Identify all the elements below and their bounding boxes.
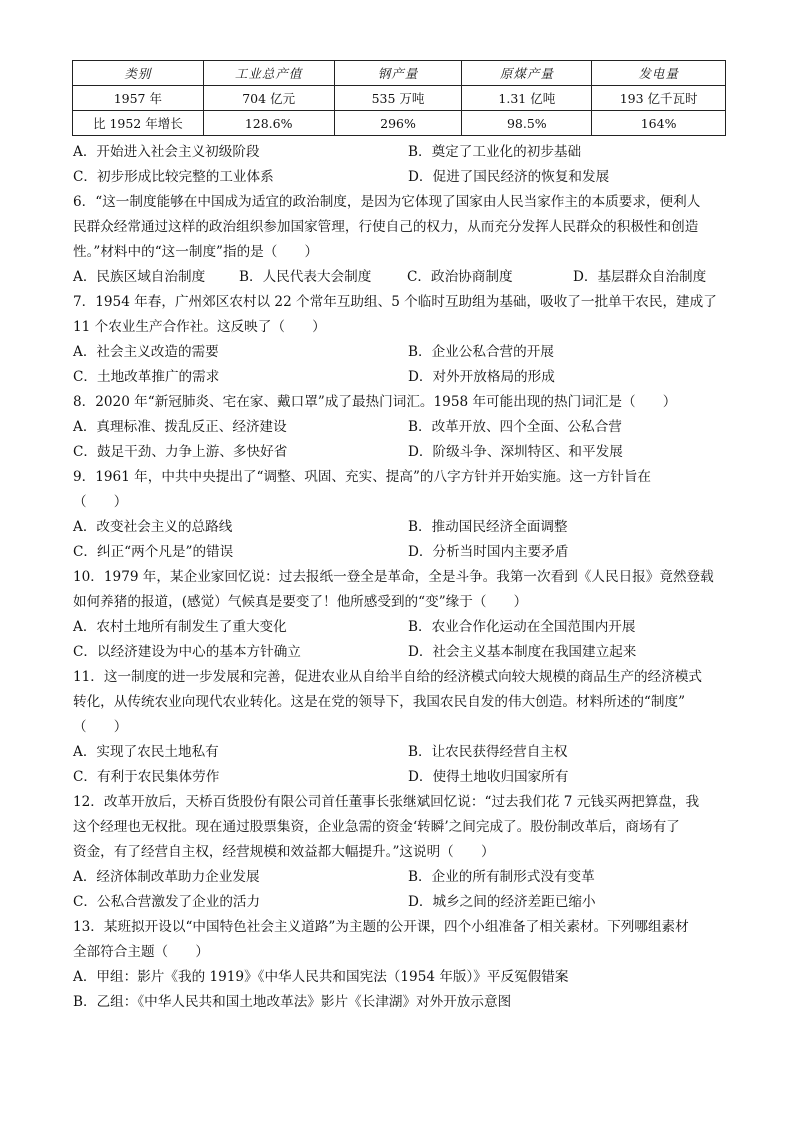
q9-option-d[interactable]: D．分析当时国内主要矛盾 — [408, 544, 569, 560]
table-header-cell: 类别 — [73, 61, 204, 86]
q12-option-b[interactable]: B．企业的所有制形式没有变革 — [408, 869, 595, 885]
table-row — [73, 86, 726, 111]
table-header-row — [73, 61, 726, 86]
table-cell: 296% — [334, 111, 462, 136]
q10-option-d[interactable]: D．社会主义基本制度在我国建立起来 — [408, 644, 637, 660]
q7-stem-line: 11 个农业生产合作社。这反映了（ ） — [73, 319, 326, 335]
q12-stem-line: 资金，有了经营自主权，经营规模和效益都大幅提升。”这说明（ ） — [73, 844, 495, 860]
q11-options-row — [73, 740, 725, 765]
q12-options-row — [73, 865, 725, 890]
q6-stem-line: 6．“这一制度能够在中国成为适宜的政治制度，是因为它体现了国家由人民当家作主的本质要求，便利人 — [73, 194, 701, 210]
q5-options-row — [73, 140, 725, 165]
q6-option-d[interactable]: D．基层群众自治制度 — [573, 269, 707, 285]
q12-stem-line: 这个经理也无权批。现在通过股票集资，企业急需的资金‘转瞬’之间完成了。股份制改革后，商场有了 — [73, 819, 680, 835]
industry-stats-table — [72, 60, 726, 136]
table-cell: 164% — [592, 111, 726, 136]
q12-options-row — [73, 890, 725, 915]
q13-option-a[interactable]: A．甲组：影片《我的 1919》《中华人民共和国宪法（1954 年版）》平反冤假错案 — [73, 969, 569, 985]
q5-options-row — [73, 165, 725, 190]
q11-stem-line: （ ） — [73, 719, 128, 735]
q6-stem-line: 性。”材料中的“这一制度”指的是（ ） — [73, 244, 319, 260]
q12-option-c[interactable]: C．公私合营激发了企业的活力 — [73, 894, 261, 910]
q6-option-a[interactable]: A．民族区域自治制度 — [73, 269, 206, 285]
q13-stem-line: 全部符合主题（ ） — [73, 944, 209, 960]
q6-option-c[interactable]: C．政治协商制度 — [407, 269, 513, 285]
q8-stem-line: 8．2020 年“新冠肺炎、宅在家、戴口罩”成了最热门词汇。1958 年可能出现的热门词汇是（ ） — [73, 394, 677, 410]
question-list — [73, 140, 725, 1015]
table-header-cell: 钢产量 — [334, 61, 462, 86]
table-cell: 比 1952 年增长 — [73, 111, 204, 136]
q5-option-a[interactable]: A．开始进入社会主义初级阶段 — [73, 144, 260, 160]
table-cell: 128.6% — [203, 111, 334, 136]
q11-option-d[interactable]: D．使得土地收归国家所有 — [408, 769, 569, 785]
table-cell: 98.5% — [462, 111, 592, 136]
table-cell: 535 万吨 — [334, 86, 462, 111]
q10-options-row — [73, 640, 725, 665]
q10-option-b[interactable]: B．农业合作化运动在全国范围内开展 — [408, 619, 636, 635]
q6-stem-line: 民群众经常通过这样的政治组织参加国家管理，行使自己的权力，从而充分发挥人民群众的积极性和创造 — [73, 219, 699, 235]
q11-option-b[interactable]: B．让农民获得经营自主权 — [408, 744, 568, 760]
q13-option-b[interactable]: B．乙组：《中华人民共和国土地改革法》影片《长津湖》对外开放示意图 — [73, 994, 512, 1010]
table-cell: 1957 年 — [73, 86, 204, 111]
q7-option-d[interactable]: D．对外开放格局的形成 — [408, 369, 555, 385]
q7-options-row — [73, 365, 725, 390]
table-header-cell: 工业总产值 — [203, 61, 334, 86]
q8-option-c[interactable]: C．鼓足干劲、力争上游、多快好省 — [73, 444, 288, 460]
q9-option-a[interactable]: A．改变社会主义的总路线 — [73, 519, 233, 535]
q7-options-row — [73, 340, 725, 365]
q10-stem-line: 10．1979 年，某企业家回忆说：过去报纸一登全是革命，全是斗争。我第一次看到《人民日报》竟然登载 — [73, 569, 714, 585]
q12-option-d[interactable]: D．城乡之间的经济差距已缩小 — [408, 894, 596, 910]
q8-options-row — [73, 440, 725, 465]
q7-option-c[interactable]: C．土地改革推广的需求 — [73, 369, 220, 385]
q10-option-a[interactable]: A．农村土地所有制发生了重大变化 — [73, 619, 287, 635]
q6-options-row — [73, 265, 725, 290]
q11-option-c[interactable]: C．有利于农民集体劳作 — [73, 769, 220, 785]
q10-stem-line: 如何养猪的报道，(感觉）气候真是要变了！他所感受到的“变”缘于（ ） — [73, 594, 528, 610]
q9-stem-line: 9．1961 年，中共中央提出了“调整、巩固、充实、提高”的八字方针并开始实施。这一方针旨在 — [73, 469, 652, 485]
q8-option-d[interactable]: D．阶级斗争、深圳特区、和平发展 — [408, 444, 623, 460]
table-header-cell: 发电量 — [592, 61, 726, 86]
table-header-cell: 原煤产量 — [462, 61, 592, 86]
q5-option-c[interactable]: C．初步形成比较完整的工业体系 — [73, 169, 274, 185]
q12-stem-line: 12．改革开放后，天桥百货股份有限公司首任董事长张继斌回忆说：“过去我们花 7 元钱买两把算盘，我 — [73, 794, 700, 810]
q9-options-row — [73, 515, 725, 540]
q5-option-d[interactable]: D．促进了国民经济的恢复和发展 — [408, 169, 610, 185]
q11-stem-line: 11．这一制度的进一步发展和完善，促进农业从自给半自给的经济模式向较大规模的商品生产的经济模式 — [73, 669, 703, 685]
table-cell: 1.31 亿吨 — [462, 86, 592, 111]
q9-option-c[interactable]: C．纠正“两个凡是”的错误 — [73, 544, 234, 560]
table-cell: 193 亿千瓦时 — [592, 86, 726, 111]
q10-option-c[interactable]: C．以经济建设为中心的基本方针确立 — [73, 644, 301, 660]
table-cell: 704 亿元 — [203, 86, 334, 111]
q12-option-a[interactable]: A．经济体制改革助力企业发展 — [73, 869, 260, 885]
q8-options-row — [73, 415, 725, 440]
q5-option-b[interactable]: B．奠定了工业化的初步基础 — [408, 144, 582, 160]
q7-option-b[interactable]: B．企业公私合营的开展 — [408, 344, 554, 360]
q6-option-b[interactable]: B．人民代表大会制度 — [239, 269, 372, 285]
q8-option-b[interactable]: B．改革开放、四个全面、公私合营 — [408, 419, 622, 435]
table-row — [73, 111, 726, 136]
q7-stem-line: 7．1954 年春，广州郊区农村以 22 个常年互助组、5 个临时互助组为基础，吸收了一批单干农民，建成了 — [73, 294, 717, 310]
q11-stem-line: 转化，从传统农业向现代农业转化。这是在党的领导下，我国农民自发的伟大创造。材料所述的“制度” — [73, 694, 686, 710]
q7-option-a[interactable]: A．社会主义改造的需要 — [73, 344, 219, 360]
q9-option-b[interactable]: B．推动国民经济全面调整 — [408, 519, 568, 535]
q9-stem-line: （ ） — [73, 494, 128, 510]
q9-options-row — [73, 540, 725, 565]
q11-option-a[interactable]: A．实现了农民土地私有 — [73, 744, 219, 760]
q11-options-row — [73, 765, 725, 790]
q10-options-row — [73, 615, 725, 640]
q8-option-a[interactable]: A．真理标准、拨乱反正、经济建设 — [73, 419, 287, 435]
q13-stem-line: 13．某班拟开设以“中国特色社会主义道路”为主题的公开课，四个小组准备了相关素材。下列哪组素材 — [73, 919, 689, 935]
